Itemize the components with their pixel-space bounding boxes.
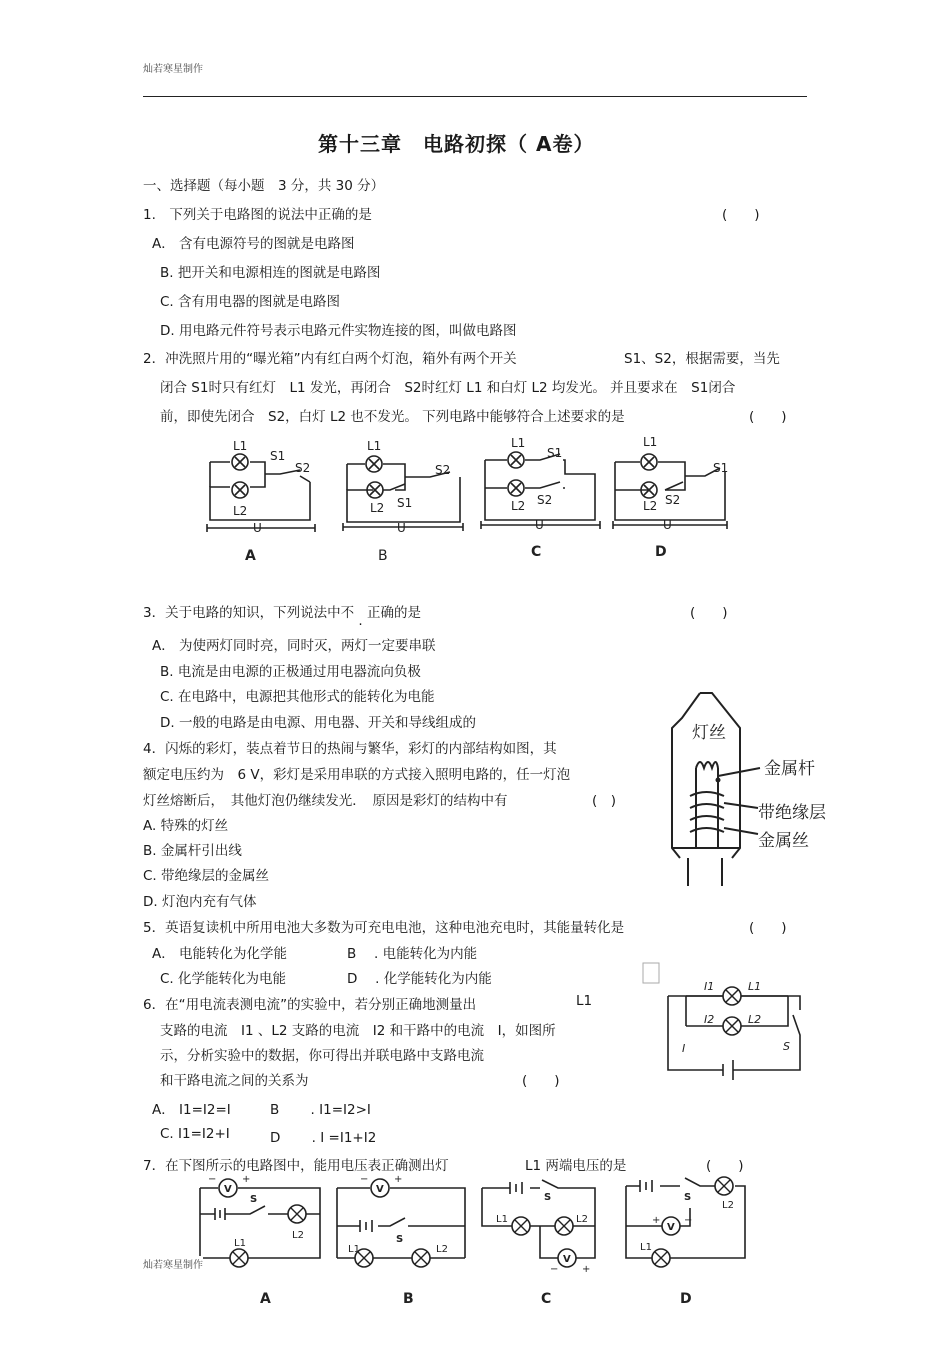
q5-option-c: C. 化学能转化为电能	[160, 971, 287, 987]
q7-fig-label-a: A	[260, 1291, 271, 1307]
q2c-l2: L2	[511, 499, 526, 513]
q1-option-c: C. 含有用电器的图就是电路图	[160, 294, 341, 310]
footer-watermark: 灿若寒星制作	[143, 1256, 203, 1271]
bulb-insulated-label-1: 带绝缘层	[758, 803, 826, 823]
q7-fig-label-c: C	[541, 1291, 552, 1307]
q1-option-b: B. 把开关和电源相连的图就是电路图	[160, 265, 381, 281]
q7-answer-paren: ( )	[706, 1158, 744, 1174]
q2d-l1: L1	[643, 435, 658, 449]
q4-line2: 额定电压约为 6 V，彩灯是采用串联的方式接入照明电路的，任一灯泡	[143, 767, 571, 783]
q3-option-c: C. 在电路中，电源把其他形式的能转化为电能	[160, 689, 435, 705]
q6-answer-paren: ( )	[522, 1073, 560, 1089]
q2a-l1: L1	[233, 439, 248, 453]
q5-option-b: B . 电能转化为内能	[347, 946, 478, 962]
q6-fig-s: S	[783, 1040, 790, 1053]
q3-stem-end: 正确的是	[366, 605, 421, 621]
q3-option-a: A． 为使两灯同时亮，同时灭，两灯一定要串联	[152, 638, 436, 654]
q6-parallel-circuit-figure	[638, 960, 813, 1085]
q2d-s2: S2	[665, 493, 681, 507]
q6-line1b: L1	[576, 993, 593, 1009]
q3-option-b: B. 电流是由电源的正极通过用电器流向负极	[160, 664, 421, 680]
q4-option-b: B. 金属杆引出线	[143, 843, 242, 859]
q2d-s1: S1	[713, 461, 729, 475]
q7d-v: V	[667, 1222, 675, 1233]
q2a-s2: S2	[295, 461, 311, 475]
q7a-s: S	[250, 1194, 258, 1205]
header-watermark: 灿若寒星制作	[143, 64, 203, 75]
q6-option-b: B . I1=I2>I	[270, 1102, 371, 1118]
q7a-l1: L1	[234, 1238, 246, 1249]
q7d-minus: −	[684, 1215, 693, 1226]
q2-answer-paren: ( )	[749, 409, 787, 425]
q7b-l2: L2	[436, 1244, 448, 1255]
q2c-s2: S2	[537, 493, 553, 507]
q7b-l1: L1	[348, 1244, 360, 1255]
q7c-plus: +	[582, 1264, 591, 1275]
q2d-u: U	[663, 518, 672, 532]
q4-answer-paren: ( )	[592, 793, 617, 809]
q7d-l1: L1	[640, 1242, 652, 1253]
q6-line4: 和干路电流之间的关系为	[160, 1073, 309, 1089]
q6-fig-i1: I1	[704, 980, 715, 993]
q3-stem-text: 3．关于电路的知识，下列说法中不	[143, 605, 355, 621]
q2-fig-label-a: A	[245, 548, 256, 564]
q4-line1: 4．闪烁的彩灯，装点着节日的热闹与繁华，彩灯的内部结构如图，其	[143, 741, 557, 757]
q2-line3: 前，即使先闭合 S2，白灯 L2 也不发光。 下列电路中能够符合上述要求的是	[160, 409, 625, 425]
q1-answer-paren: ( )	[722, 207, 760, 223]
q7a-plus: +	[242, 1174, 251, 1185]
q1-stem: 1. 下列关于电路图的说法中正确的是	[143, 207, 372, 223]
q7b-minus: −	[360, 1174, 369, 1185]
q1-option-d: D. 用电路元件符号表示电路元件实物连接的图，叫做电路图	[160, 323, 517, 339]
q7-stem-b: L1 两端电压的是	[525, 1158, 627, 1174]
q7-stem: 7．在下图所示的电路图中，能用电压表正确测出灯	[143, 1158, 449, 1174]
q7b-v: V	[376, 1184, 384, 1195]
q6-fig-i2: I2	[704, 1013, 715, 1026]
q5-option-d: D . 化学能转化为内能	[347, 971, 492, 987]
q5-stem: 5．英语复读机中所用电池大多数为可充电电池，这种电池充电时，其能量转化是	[143, 920, 625, 936]
q7c-l2: L2	[576, 1214, 588, 1225]
q7c-minus: −	[550, 1264, 559, 1275]
q7a-minus: −	[208, 1174, 217, 1185]
q2-circuit-figures	[195, 432, 755, 567]
q6-line3: 示，分析实验中的数据，你可得出并联电路中支路电流	[160, 1048, 484, 1064]
q7a-l2: L2	[292, 1230, 304, 1241]
q3-answer-paren: ( )	[690, 605, 728, 621]
q2c-s1: S1	[547, 446, 563, 460]
q2-fig-label-b: B	[378, 548, 388, 564]
q4-option-c: C. 带绝缘层的金属丝	[143, 868, 270, 884]
q2-fig-label-d: D	[655, 544, 667, 560]
q2b-l2: L2	[370, 501, 385, 515]
q6-line1: 6．在“用电流表测电流”的实验中，若分别正确地测量出	[143, 997, 477, 1013]
q4-option-a: A. 特殊的灯丝	[143, 818, 229, 834]
page-title: 第十三章 电路初探（ A卷）	[318, 132, 595, 156]
q2a-u: U	[253, 521, 262, 535]
q6-option-a: A． I1=I2=I	[152, 1102, 231, 1118]
section-heading: 一、选择题（每小题 3 分，共 30 分）	[143, 178, 385, 194]
q4-line3: 灯丝熔断后， 其他灯泡仍继续发光． 原因是彩灯的结构中有	[143, 793, 508, 809]
q3-emphasis-dot: .	[358, 613, 363, 629]
q7-fig-label-d: D	[680, 1291, 692, 1307]
q6-option-c: C. I1=I2+I	[160, 1126, 230, 1142]
header-rule	[143, 96, 807, 97]
q2-line1b: S1、S2，根据需要，当先	[624, 351, 780, 367]
q2-line2: 闭合 S1时只有红灯 L1 发光，再闭合 S2时红灯 L1 和白灯 L2 均发光。 并且要求在 S1闭合	[160, 380, 736, 396]
bulb-filament-label: 灯丝	[692, 723, 726, 743]
q1-option-a: A． 含有电源符号的图就是电路图	[152, 236, 355, 252]
q2a-l2: L2	[233, 504, 248, 518]
q7-circuit-figures	[190, 1168, 760, 1310]
q4-option-d: D. 灯泡内充有气体	[143, 894, 257, 910]
q2b-l1: L1	[367, 439, 382, 453]
q2c-u: U	[535, 518, 544, 532]
q2b-s2: S2	[435, 463, 451, 477]
q6-fig-l1: L1	[748, 980, 762, 993]
q6-fig-i: I	[682, 1042, 686, 1055]
q7c-s: S	[544, 1192, 552, 1203]
q7d-s: S	[684, 1192, 692, 1203]
q3-stem	[143, 601, 421, 629]
q2-fig-label-c: C	[531, 544, 542, 560]
q7d-plus: +	[652, 1215, 661, 1226]
q7a-v: V	[224, 1184, 232, 1195]
q7c-v: V	[563, 1254, 571, 1265]
bulb-insulated-label-2: 金属丝	[758, 831, 809, 851]
q6-line2: 支路的电流 I1 、L2 支路的电流 I2 和干路中的电流 I，如图所	[160, 1023, 556, 1039]
q2d-l2: L2	[643, 499, 658, 513]
bulb-rod-label: 金属杆	[764, 759, 815, 779]
q2c-l1: L1	[511, 436, 526, 450]
q2-line1: 2．冲洗照片用的“曝光箱”内有红白两个灯泡，箱外有两个开关	[143, 351, 517, 367]
q2b-s1: S1	[397, 496, 413, 510]
q5-answer-paren: ( )	[749, 920, 787, 936]
q7-fig-label-b: B	[403, 1291, 414, 1307]
q7b-s: S	[396, 1234, 404, 1245]
q6-option-d: D . I =I1+I2	[270, 1130, 377, 1146]
q2a-s1: S1	[270, 449, 286, 463]
q7c-l1: L1	[496, 1214, 508, 1225]
q5-option-a: A． 电能转化为化学能	[152, 946, 288, 962]
q7d-l2: L2	[722, 1200, 734, 1211]
q6-fig-l2: L2	[748, 1013, 762, 1026]
q2b-u: U	[397, 521, 406, 535]
q7b-plus: +	[394, 1174, 403, 1185]
q3-option-d: D. 一般的电路是由电源、用电器、开关和导线组成的	[160, 715, 476, 731]
bulb-structure-figure	[660, 688, 840, 888]
